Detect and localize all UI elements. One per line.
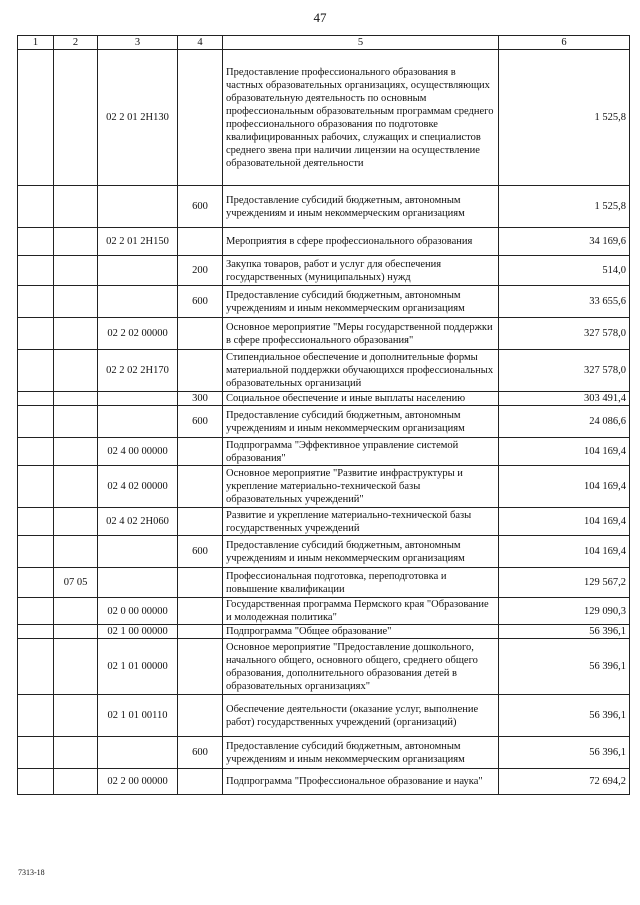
table-body	[18, 50, 630, 795]
document-code: 7313-18	[18, 868, 45, 877]
cell-col-3: 02 1 00 00000	[98, 625, 178, 639]
cell-col-5: Закупка товаров, работ и услуг для обеспечения государственных (муниципальных) нужд	[223, 256, 499, 286]
cell-col-3	[98, 406, 178, 438]
cell-col-1	[18, 625, 54, 639]
cell-col-1	[18, 406, 54, 438]
cell-col-2	[54, 639, 98, 695]
cell-col-4	[178, 228, 223, 256]
cell-col-2	[54, 286, 98, 318]
cell-col-2	[54, 350, 98, 392]
cell-col-1	[18, 737, 54, 769]
cell-col-3: 02 2 02 00000	[98, 318, 178, 350]
cell-col-4	[178, 568, 223, 598]
cell-col-4	[178, 350, 223, 392]
cell-col-3: 02 2 01 2Н150	[98, 228, 178, 256]
table-row	[18, 318, 630, 350]
table-row	[18, 466, 630, 508]
cell-col-3	[98, 536, 178, 568]
cell-col-1	[18, 438, 54, 466]
cell-col-2	[54, 466, 98, 508]
cell-col-2	[54, 695, 98, 737]
cell-col-4: 600	[178, 737, 223, 769]
cell-col-1	[18, 639, 54, 695]
cell-col-6: 56 396,1	[499, 737, 630, 769]
cell-col-2: 07 05	[54, 568, 98, 598]
cell-col-5: Предоставление профессионального образования в частных образовательных организациях, осуществляющих образовательную деятельность по основным профессиональным образовательным программам среднего профессионального образования по подготовке квалифицированных рабочих, служащих и специалистов среднего звена при наличии лицензии на осуществление образовательной деятельности	[223, 50, 499, 186]
table-row	[18, 625, 630, 639]
cell-col-6: 327 578,0	[499, 350, 630, 392]
cell-col-4: 600	[178, 536, 223, 568]
cell-col-4	[178, 769, 223, 795]
cell-col-3	[98, 256, 178, 286]
cell-col-6: 56 396,1	[499, 639, 630, 695]
cell-col-2	[54, 598, 98, 625]
cell-col-3: 02 2 01 2Н130	[98, 50, 178, 186]
cell-col-6: 72 694,2	[499, 769, 630, 795]
cell-col-1	[18, 466, 54, 508]
table-row	[18, 737, 630, 769]
cell-col-3: 02 4 00 00000	[98, 438, 178, 466]
cell-col-6: 56 396,1	[499, 695, 630, 737]
cell-col-6: 104 169,4	[499, 466, 630, 508]
table-row	[18, 769, 630, 795]
cell-col-2	[54, 508, 98, 536]
cell-col-4: 600	[178, 186, 223, 228]
cell-col-1	[18, 695, 54, 737]
cell-col-3	[98, 568, 178, 598]
cell-col-3	[98, 392, 178, 406]
cell-col-2	[54, 318, 98, 350]
cell-col-6: 129 090,3	[499, 598, 630, 625]
table-row	[18, 256, 630, 286]
cell-col-5: Предоставление субсидий бюджетным, автономным учреждениям и иным некоммерческим организациям	[223, 286, 499, 318]
cell-col-1	[18, 318, 54, 350]
cell-col-4	[178, 508, 223, 536]
cell-col-5: Обеспечение деятельности (оказание услуг, выполнение работ) государственных учреждений (организаций)	[223, 695, 499, 737]
cell-col-1	[18, 228, 54, 256]
cell-col-5: Основное мероприятие "Предоставление дошкольного, начального общего, основного общего, среднего общего образования, дополнительного образования детей в образовательных организациях"	[223, 639, 499, 695]
cell-col-5: Предоставление субсидий бюджетным, автономным учреждениям и иным некоммерческим организациям	[223, 737, 499, 769]
table-row	[18, 186, 630, 228]
cell-col-6: 514,0	[499, 256, 630, 286]
cell-col-2	[54, 737, 98, 769]
table-row	[18, 392, 630, 406]
cell-col-2	[54, 186, 98, 228]
cell-col-4	[178, 438, 223, 466]
table-row	[18, 50, 630, 186]
cell-col-3	[98, 286, 178, 318]
cell-col-4	[178, 598, 223, 625]
table-row	[18, 639, 630, 695]
cell-col-2	[54, 392, 98, 406]
cell-col-3: 02 1 01 00000	[98, 639, 178, 695]
cell-col-4: 200	[178, 256, 223, 286]
cell-col-4: 600	[178, 406, 223, 438]
cell-col-3	[98, 186, 178, 228]
table-row	[18, 568, 630, 598]
cell-col-6: 33 655,6	[499, 286, 630, 318]
cell-col-5: Основное мероприятие "Развитие инфраструктуры и укрепление материально-технической базы образовательных учреждений"	[223, 466, 499, 508]
cell-col-6: 34 169,6	[499, 228, 630, 256]
cell-col-2	[54, 406, 98, 438]
cell-col-1	[18, 186, 54, 228]
cell-col-1	[18, 256, 54, 286]
cell-col-3: 02 4 02 00000	[98, 466, 178, 508]
cell-col-5: Подпрограмма "Эффективное управление системой образования"	[223, 438, 499, 466]
cell-col-3: 02 1 01 00110	[98, 695, 178, 737]
cell-col-4	[178, 466, 223, 508]
cell-col-3: 02 4 02 2Н060	[98, 508, 178, 536]
cell-col-5: Развитие и укрепление материально-технической базы государственных учреждений	[223, 508, 499, 536]
cell-col-4	[178, 318, 223, 350]
cell-col-4	[178, 695, 223, 737]
cell-col-5: Предоставление субсидий бюджетным, автономным учреждениям и иным некоммерческим организациям	[223, 406, 499, 438]
column-header-6: 6	[499, 36, 630, 50]
cell-col-1	[18, 392, 54, 406]
page-number: 47	[313, 10, 327, 25]
cell-col-1	[18, 50, 54, 186]
cell-col-6: 24 086,6	[499, 406, 630, 438]
cell-col-6: 327 578,0	[499, 318, 630, 350]
table-row	[18, 438, 630, 466]
cell-col-2	[54, 536, 98, 568]
cell-col-4	[178, 625, 223, 639]
cell-col-1	[18, 508, 54, 536]
cell-col-3: 02 0 00 00000	[98, 598, 178, 625]
cell-col-1	[18, 286, 54, 318]
cell-col-4	[178, 50, 223, 186]
column-header-2: 2	[54, 36, 98, 50]
cell-col-6: 104 169,4	[499, 536, 630, 568]
cell-col-6: 1 525,8	[499, 50, 630, 186]
cell-col-3	[98, 737, 178, 769]
cell-col-6: 104 169,4	[499, 508, 630, 536]
cell-col-1	[18, 598, 54, 625]
cell-col-5: Стипендиальное обеспечение и дополнительные формы материальной поддержки обучающихся профессиональных образовательных организаций	[223, 350, 499, 392]
table-row	[18, 508, 630, 536]
table-row	[18, 406, 630, 438]
cell-col-4: 600	[178, 286, 223, 318]
table-row	[18, 536, 630, 568]
table-row	[18, 286, 630, 318]
cell-col-3: 02 2 02 2Н170	[98, 350, 178, 392]
cell-col-5: Государственная программа Пермского края "Образование и молодежная политика"	[223, 598, 499, 625]
cell-col-6: 129 567,2	[499, 568, 630, 598]
budget-table	[17, 35, 630, 795]
cell-col-1	[18, 769, 54, 795]
column-header-1: 1	[18, 36, 54, 50]
cell-col-6: 104 169,4	[499, 438, 630, 466]
cell-col-5: Основное мероприятие "Меры государственной поддержки в сфере профессионального образования"	[223, 318, 499, 350]
cell-col-1	[18, 350, 54, 392]
cell-col-4: 300	[178, 392, 223, 406]
table-row	[18, 598, 630, 625]
cell-col-4	[178, 639, 223, 695]
cell-col-2	[54, 228, 98, 256]
cell-col-5: Профессиональная подготовка, переподготовка и повышение квалификации	[223, 568, 499, 598]
table-header-row	[18, 36, 630, 50]
column-header-4: 4	[178, 36, 223, 50]
cell-col-6: 56 396,1	[499, 625, 630, 639]
cell-col-6: 1 525,8	[499, 186, 630, 228]
cell-col-2	[54, 625, 98, 639]
table-row	[18, 350, 630, 392]
cell-col-1	[18, 568, 54, 598]
cell-col-5: Подпрограмма "Профессиональное образование и наука"	[223, 769, 499, 795]
cell-col-1	[18, 536, 54, 568]
cell-col-2	[54, 256, 98, 286]
cell-col-5: Предоставление субсидий бюджетным, автономным учреждениям и иным некоммерческим организациям	[223, 536, 499, 568]
cell-col-2	[54, 438, 98, 466]
cell-col-2	[54, 769, 98, 795]
cell-col-5: Подпрограмма "Общее образование"	[223, 625, 499, 639]
cell-col-3: 02 2 00 00000	[98, 769, 178, 795]
column-header-5: 5	[223, 36, 499, 50]
column-header-3: 3	[98, 36, 178, 50]
table-row	[18, 695, 630, 737]
cell-col-6: 303 491,4	[499, 392, 630, 406]
cell-col-5: Предоставление субсидий бюджетным, автономным учреждениям и иным некоммерческим организациям	[223, 186, 499, 228]
cell-col-5: Мероприятия в сфере профессионального образования	[223, 228, 499, 256]
table-row	[18, 228, 630, 256]
cell-col-2	[54, 50, 98, 186]
cell-col-5: Социальное обеспечение и иные выплаты населению	[223, 392, 499, 406]
